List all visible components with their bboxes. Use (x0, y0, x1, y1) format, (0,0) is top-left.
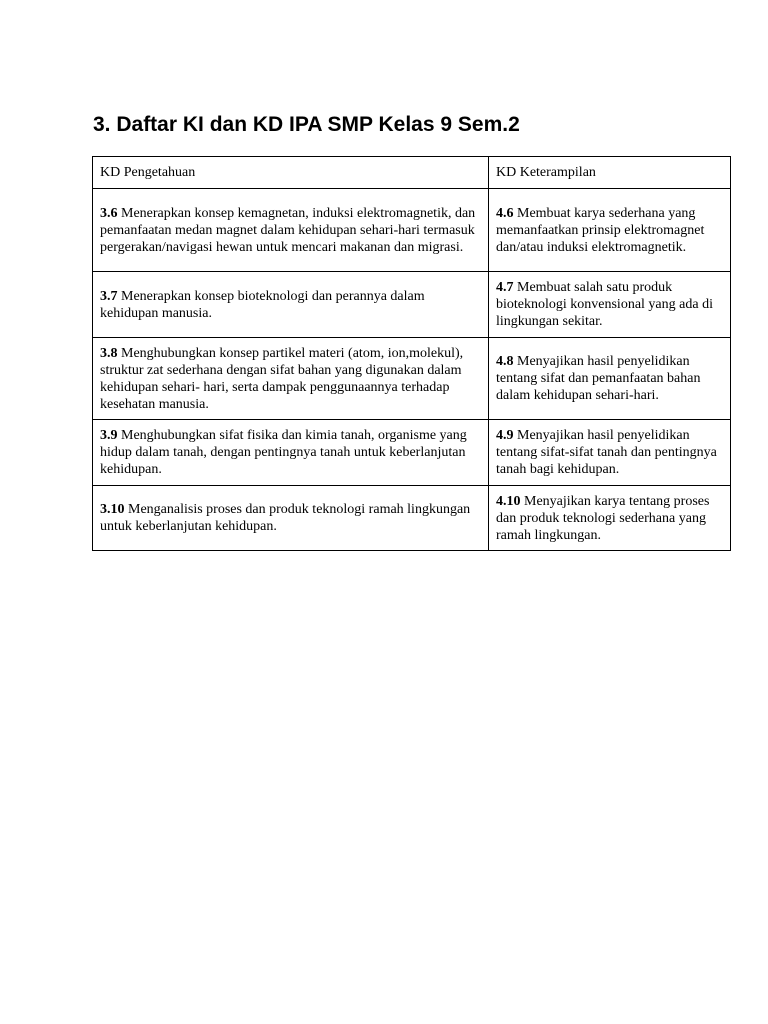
kd-description: Membuat karya sederhana yang memanfaatkan prinsip elektromagnet dan/atau induksi elektromagnetik. (496, 205, 705, 255)
kd-table (92, 156, 731, 551)
kd-code: 4.7 (496, 280, 514, 295)
kd-pengetahuan-cell (93, 338, 489, 420)
kd-pengetahuan-cell (93, 420, 489, 486)
kd-description: Menyajikan hasil penyelidikan tentang sifat-sifat tanah dan pentingnya tanah bagi kehidupan. (496, 428, 717, 477)
kd-keterampilan-cell (489, 420, 731, 486)
table-row (93, 189, 731, 272)
table-row (93, 486, 731, 551)
table-row (93, 420, 731, 486)
kd-description: Menghubungkan konsep partikel materi (atom, ion,molekul), struktur zat sederhana dengan sifat bahan yang digunakan dalam kehidupan sehari- hari, serta dampak penggunaannya terhadap kesehatan manusia. (100, 345, 464, 412)
kd-description: Menyajikan hasil penyelidikan tentang sifat dan pemanfaatan bahan dalam kehidupan sehari-hari. (496, 354, 701, 403)
header-kd-pengetahuan: KD Pengetahuan (93, 157, 489, 189)
kd-keterampilan-cell (489, 486, 731, 551)
kd-description: Menerapkan konsep kemagnetan, induksi elektromagnetik, dan pemanfaatan medan magnet dalam kehidupan sehari-hari termasuk pergerakan/navigasi hewan untuk mencari makanan dan migrasi. (100, 205, 476, 255)
page-title: 3. Daftar KI dan KD IPA SMP Kelas 9 Sem.2 (93, 113, 520, 136)
kd-keterampilan-cell (489, 189, 731, 272)
kd-code: 4.6 (496, 205, 514, 221)
kd-code: 3.10 (100, 502, 125, 517)
kd-description: Menghubungkan sifat fisika dan kimia tanah, organisme yang hidup dalam tanah, dengan pentingnya tanah untuk keberlanjutan kehidupan. (100, 428, 467, 477)
kd-pengetahuan-cell (93, 189, 489, 272)
kd-code: 3.7 (100, 288, 118, 304)
table-row (93, 272, 731, 338)
kd-description: Membuat salah satu produk bioteknologi konvensional yang ada di lingkungan sekitar. (496, 280, 713, 329)
kd-keterampilan-cell (489, 338, 731, 420)
kd-keterampilan-cell (489, 272, 731, 338)
kd-description: Menerapkan konsep bioteknologi dan perannya dalam kehidupan manusia. (100, 288, 425, 321)
table-row (93, 338, 731, 420)
kd-pengetahuan-cell (93, 272, 489, 338)
kd-code: 4.10 (496, 493, 521, 509)
kd-code: 3.6 (100, 205, 118, 221)
kd-code: 4.8 (496, 354, 514, 369)
header-kd-keterampilan: KD Keterampilan (489, 157, 731, 189)
kd-code: 3.8 (100, 345, 118, 361)
kd-pengetahuan-cell (93, 486, 489, 551)
kd-description: Menganalisis proses dan produk teknologi ramah lingkungan untuk keberlanjutan kehidupan. (100, 502, 471, 534)
kd-description: Menyajikan karya tentang proses dan produk teknologi sederhana yang ramah lingkungan. (496, 493, 710, 543)
table-header-row (93, 157, 731, 189)
kd-code: 4.9 (496, 428, 514, 443)
kd-code: 3.9 (100, 428, 118, 443)
